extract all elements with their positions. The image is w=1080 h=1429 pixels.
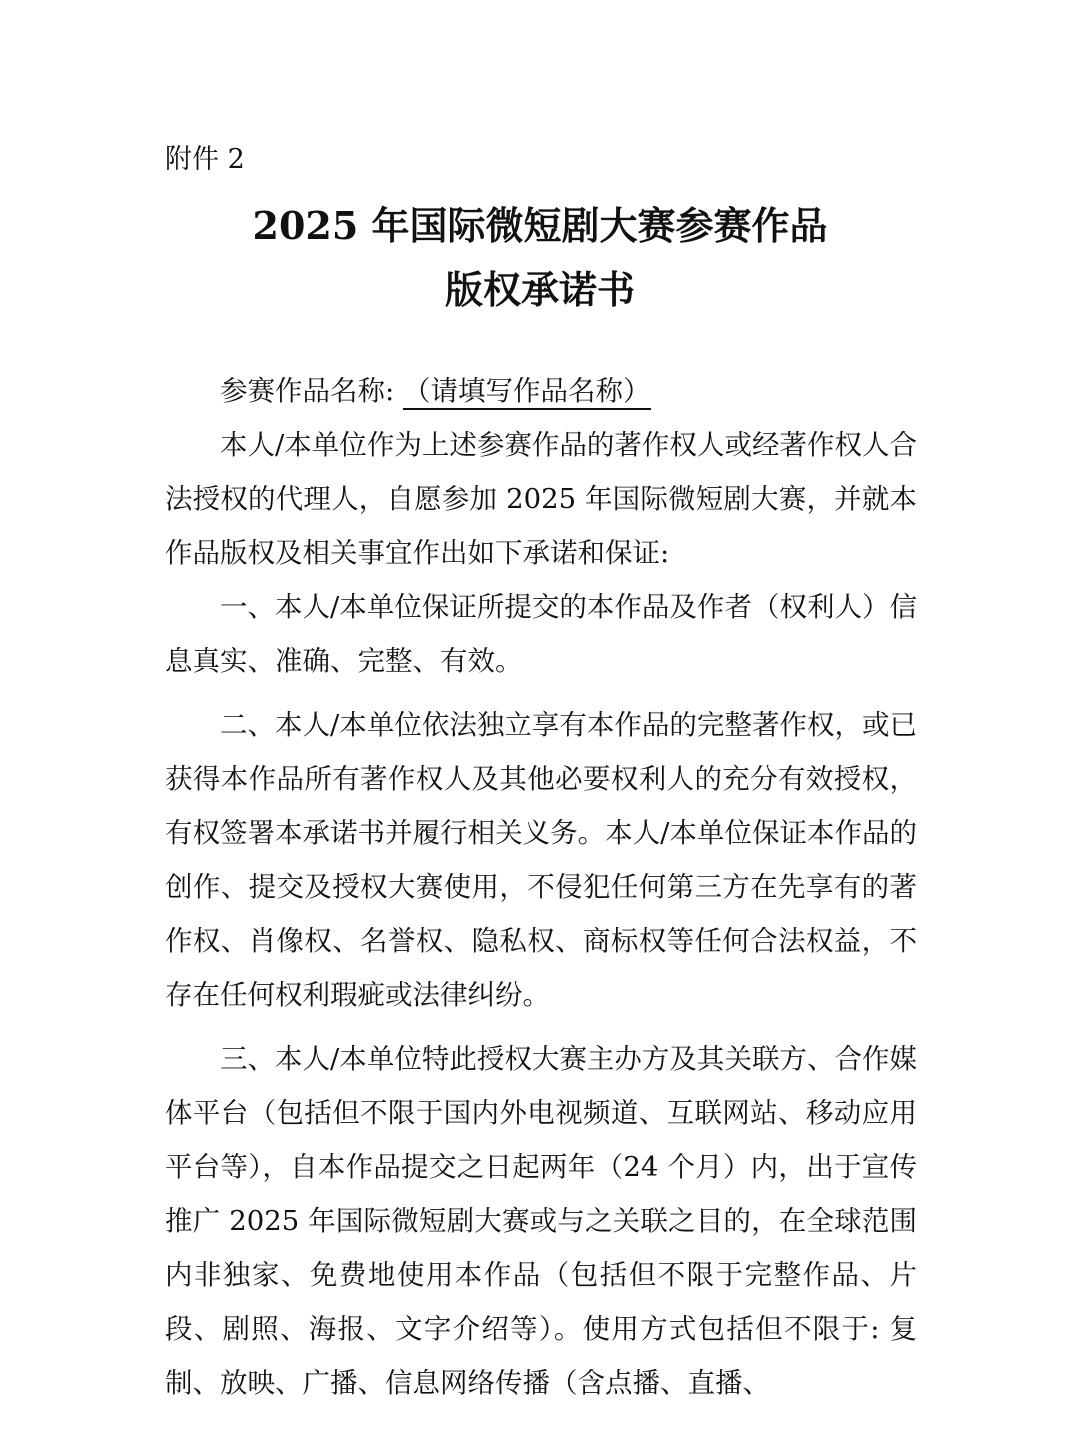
document-title-line-1: 2025 年国际微短剧大赛参赛作品 xyxy=(252,203,828,248)
document-title-line-2: 版权承诺书 xyxy=(444,267,635,312)
paragraph-clause-1: 一、本人/本单位保证所提交的本作品及作者（权利人）信息真实、准确、完整、有效。 xyxy=(165,591,917,677)
attachment-label: 附件 2 xyxy=(165,144,245,175)
work-name-label: 参赛作品名称: xyxy=(220,375,404,407)
work-name-row xyxy=(165,364,917,418)
paragraph-clause-3: 三、本人/本单位特此授权大赛主办方及其关联方、合作媒体平台（包括但不限于国内外电视频道、互联网站、移动应用平台等），自本作品提交之日起两年（24 个月）内，出于宣传推广 2025 年国际微短剧大赛或与之关联之目的，在全球范围内非独家、免费地使用本作品（包括但不限于完整作品、片段、剧照、海报、文字介绍等）。使用方式包括但不限于: 复制、放映、广播、信息网络传播（含点播、直播、 xyxy=(165,1043,917,1399)
document-body xyxy=(165,364,917,1410)
paragraph-clause-2: 二、本人/本单位依法独立享有本作品的完整著作权，或已获得本作品所有著作权人及其他必要权利人的充分有效授权，有权签署本承诺书并履行相关义务。本人/本单位保证本作品的创作、提交及授权大赛使用，不侵犯任何第三方在先享有的著作权、肖像权、名誉权、隐私权、商标权等任何合法权益，不存在任何权利瑕疵或法律纠纷。 xyxy=(165,709,917,1011)
work-name-value: （请填写作品名称） xyxy=(403,375,651,410)
paragraph-intro: 本人/本单位作为上述参赛作品的著作权人或经著作权人合法授权的代理人，自愿参加 2025 年国际微短剧大赛，并就本作品版权及相关事宜作出如下承诺和保证: xyxy=(165,429,917,569)
